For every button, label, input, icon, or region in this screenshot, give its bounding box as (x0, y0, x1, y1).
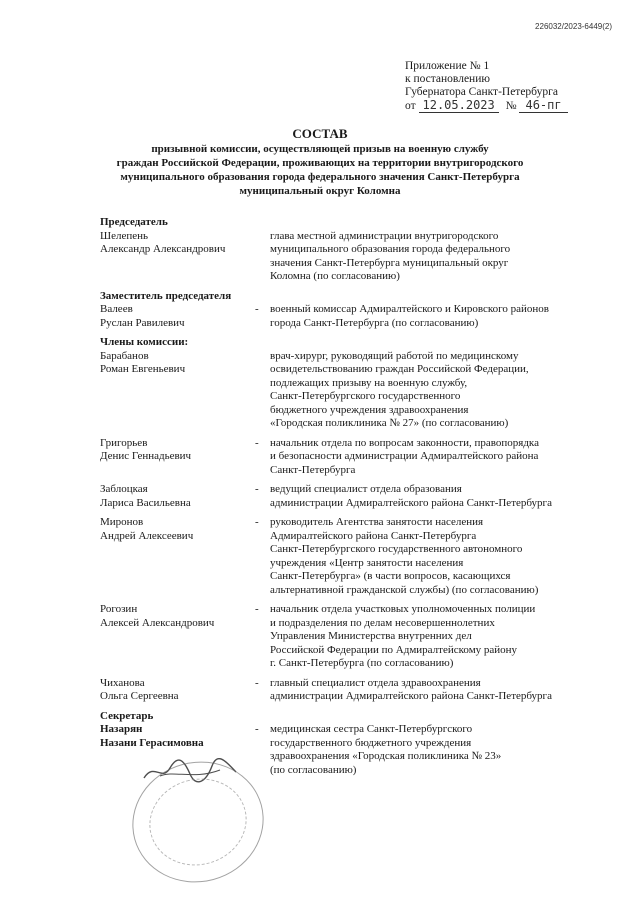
subtitle-line: муниципальный округ Коломна (239, 185, 401, 197)
member-position-line: администрации Адмиралтейского района Санкт-Петербурга (270, 496, 552, 509)
member-position-line: и подразделения по делам несовершеннолетних (270, 616, 495, 629)
member-row (100, 516, 620, 597)
member-position-line: Управления Министерства внутренних дел (270, 630, 472, 642)
section-heading: Заместитель председателя (100, 289, 232, 302)
member-name (100, 516, 255, 597)
member-dash: - (255, 723, 259, 735)
member-name-line: Назани Герасимовна (100, 736, 204, 749)
member-position-line: Санкт-Петербурга» (в части вопросов, касающихся (270, 570, 511, 582)
member-position-line: Санкт-Петербурга (270, 463, 356, 476)
number-prefix: № (505, 100, 517, 112)
member-position (270, 437, 620, 478)
member-position (270, 516, 620, 597)
member-position-line: главный специалист отдела здравоохранения (270, 676, 481, 689)
member-dash: - (255, 436, 259, 449)
member-name (100, 350, 255, 431)
member-name-line: Заблоцкая (100, 483, 148, 495)
member-name-line: Андрей Алексеевич (100, 529, 194, 542)
member-name-line: Шелепень (100, 229, 149, 242)
member-position-line: начальник отдела по вопросам законности, правопорядка (270, 436, 539, 449)
subtitle-line: призывной комиссии, осуществляющей призыв на военную службу (151, 143, 489, 155)
member-name-line: Григорьев (100, 436, 148, 449)
member-position-line: администрации Адмиралтейского района Санкт-Петербурга (270, 690, 552, 702)
member-position (270, 230, 620, 284)
member-position-line: военный комиссар Адмиралтейского и Кировского районов (270, 303, 549, 315)
decree-date: 12.05.2023 (419, 98, 499, 113)
member-name-line: Алексей Александрович (100, 616, 215, 629)
member-dash: - (255, 516, 259, 528)
member-position-line: муниципального образования города федерального (270, 243, 511, 255)
member-name-line: Назарян (100, 723, 143, 735)
date-prefix: от (405, 100, 416, 112)
section-heading: Секретарь (100, 709, 154, 722)
member-dash (255, 230, 270, 284)
member-position-line: (по согласованию) (270, 763, 357, 776)
member-position-line: Адмиралтейского района Санкт-Петербурга (270, 529, 477, 542)
appendix-line-1: Приложение № 1 (405, 60, 490, 72)
member-row (100, 350, 620, 431)
member-row (100, 303, 620, 330)
member-row (100, 483, 620, 510)
member-position-line: и безопасности администрации Адмиралтейского района (270, 450, 539, 462)
member-name-line: Александр Александрович (100, 243, 226, 255)
document-number: 226032/2023-6449(2) (535, 22, 612, 31)
member-position-line: врач-хирург, руководящий работой по медицинскому (270, 349, 519, 362)
member-position-line: государственного бюджетного учреждения (270, 736, 472, 749)
section-heading: Члены комиссии: (100, 336, 189, 348)
member-position-line: медицинская сестра Санкт-Петербургского (270, 723, 473, 735)
member-dash: - (255, 676, 259, 689)
subtitle-line: муниципального образования города федерального значения Санкт-Петербурга (120, 171, 520, 183)
member-dash: - (255, 483, 259, 495)
member-position-line: альтернативной гражданской службы) (по согласованию) (270, 583, 539, 596)
member-position-line: Санкт-Петербургского государственного автономного (270, 543, 523, 555)
member-name-line: Чиханова (100, 676, 145, 689)
member-position-line: учреждения «Центр занятости населения (270, 556, 464, 569)
member-row (100, 603, 620, 671)
subtitle-line: граждан Российской Федерации, проживающих на территории внутригородского (116, 157, 524, 169)
member-name-line: Рогозин (100, 603, 138, 615)
member-position (270, 723, 620, 777)
seal-inner-ring (140, 768, 257, 876)
member-name-line: Руслан Равилевич (100, 316, 185, 329)
member-row (100, 437, 620, 478)
appendix-block (405, 60, 568, 113)
member-position-line: начальник отдела участковых уполномоченных полиции (270, 603, 536, 615)
member-name (100, 303, 255, 330)
document-title: СОСТАВ (292, 126, 348, 141)
member-position-line: Коломна (по согласованию) (270, 270, 400, 282)
member-position-line: значения Санкт-Петербурга муниципальный округ (270, 256, 509, 269)
member-name (100, 603, 255, 671)
appendix-line-3: Губернатора Санкт-Петербурга (405, 86, 558, 98)
member-position-line: Санкт-Петербургского государственного (270, 390, 461, 402)
member-position-line: глава местной администрации внутригородского (270, 229, 499, 242)
member-name (100, 437, 255, 478)
member-dash (255, 350, 270, 431)
member-row (100, 230, 620, 284)
member-position-line: руководитель Агентства занятости населения (270, 516, 484, 528)
member-position-line: подлежащих призыву на военную службу, (270, 376, 468, 389)
decree-number: 46-пг (519, 98, 567, 113)
member-position (270, 483, 620, 510)
member-dash: - (255, 603, 259, 615)
member-position-line: г. Санкт-Петербурга (по согласованию) (270, 657, 454, 669)
appendix-line-2: к постановлению (405, 73, 490, 85)
member-position (270, 677, 620, 704)
member-position-line: ведущий специалист отдела образования (270, 483, 462, 495)
member-name (100, 483, 255, 510)
member-name-line: Лариса Васильевна (100, 496, 191, 509)
member-position-line: Российской Федерации по Адмиралтейскому району (270, 643, 518, 656)
member-position-line: бюджетного учреждения здравоохранения (270, 403, 469, 416)
member-position-line: города Санкт-Петербурга (по согласованию) (270, 316, 479, 329)
member-position (270, 350, 620, 431)
member-name (100, 677, 255, 704)
member-position-line: «Городская поликлиника № 27» (по согласованию) (270, 417, 509, 429)
member-dash: - (255, 303, 259, 315)
member-name-line: Барабанов (100, 349, 149, 362)
appendix-date-line (405, 99, 568, 113)
commission-roster (100, 214, 620, 783)
member-name-line: Миронов (100, 516, 144, 528)
document-subtitle (90, 142, 550, 198)
section-heading: Председатель (100, 216, 168, 228)
member-position-line: здравоохранения «Городская поликлиника № 23» (270, 750, 502, 762)
member-row (100, 677, 620, 704)
member-name-line: Ольга Сергеевна (100, 690, 179, 702)
member-name-line: Роман Евгеньевич (100, 363, 186, 375)
member-name-line: Денис Геннадьевич (100, 450, 192, 462)
member-position (270, 603, 620, 671)
member-position-line: освидетельствованию граждан Российской Федерации, (270, 363, 529, 375)
member-position (270, 303, 620, 330)
member-name-line: Валеев (100, 303, 133, 315)
member-name (100, 230, 255, 284)
